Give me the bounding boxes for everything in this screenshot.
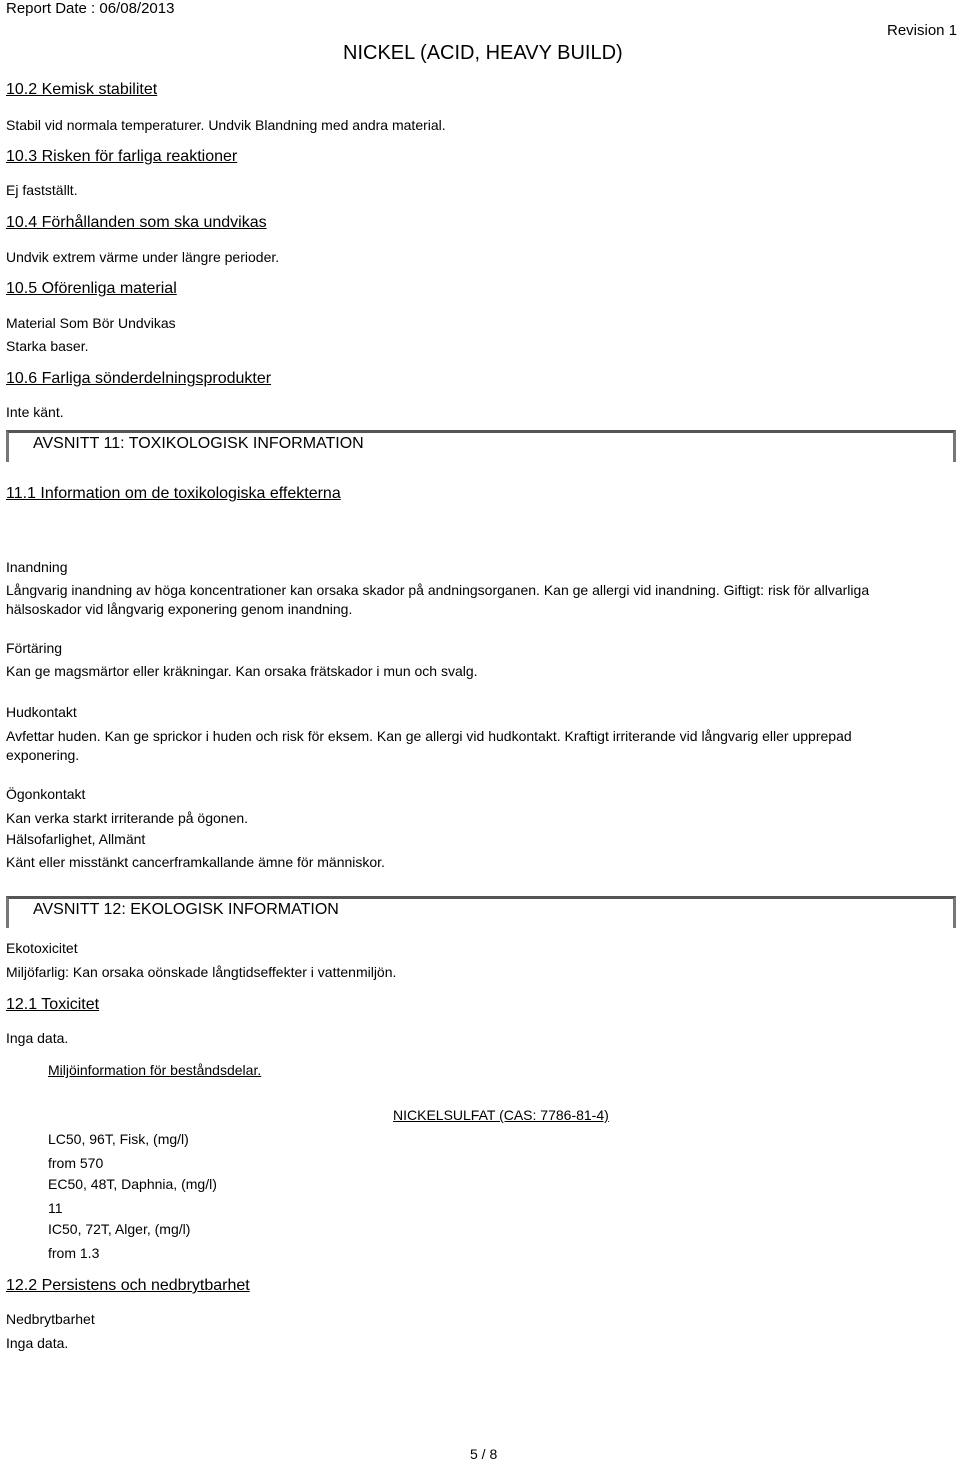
- document-title: NICKEL (ACID, HEAVY BUILD): [343, 42, 623, 64]
- health-label: Hälsofarlighet, Allmänt: [6, 831, 146, 847]
- heading-10-2: 10.2 Kemisk stabilitet: [6, 81, 158, 98]
- text-12-1: Inga data.: [6, 1030, 69, 1046]
- report-date: Report Date : 06/08/2013: [6, 0, 175, 17]
- section-12-bar: [6, 896, 956, 928]
- text-10-4: Undvik extrem värme under längre perioder.: [6, 249, 280, 265]
- text-10-3: Ej fastställt.: [6, 182, 78, 198]
- ingestion-label: Förtäring: [6, 640, 63, 656]
- degradability-label: Nedbrytbarhet: [6, 1311, 95, 1327]
- section-11-title: AVSNITT 11: TOXIKOLOGISK INFORMATION: [33, 435, 364, 452]
- heading-10-4: 10.4 Förhållanden som ska undvikas: [6, 214, 267, 231]
- skin-text: Avfettar huden. Kan ge sprickor i huden och risk för eksem. Kan ge allergi vid hudkontakt. Kraftigt irriterande vid långvarig eller upprepad exponering.: [6, 728, 852, 763]
- ingestion-text: Kan ge magsmärtor eller kräkningar. Kan orsaka frätskador i mun och svalg.: [6, 663, 478, 679]
- heading-10-5: 10.5 Oförenliga material: [6, 280, 177, 297]
- heading-11-1: 11.1 Information om de toxikologiska effekterna: [6, 485, 341, 502]
- revision-label: Revision 1: [887, 22, 958, 39]
- tox-value-row: from 570: [48, 1155, 104, 1171]
- ecotox-label: Ekotoxicitet: [6, 940, 78, 956]
- page-number: 5 / 8: [470, 1446, 498, 1462]
- section-11-bar: [6, 430, 956, 462]
- degradability-text: Inga data.: [6, 1335, 69, 1351]
- section-12-title: AVSNITT 12: EKOLOGISK INFORMATION: [33, 901, 339, 918]
- substance-name: NICKELSULFAT (CAS: 7786-81-4): [393, 1107, 609, 1123]
- heading-10-6: 10.6 Farliga sönderdelningsprodukter: [6, 370, 272, 387]
- inhalation-text: Långvarig inandning av höga koncentrationer kan orsaka skador på andningsorganen. Kan ge allergi vid inandning. Giftigt: risk för allvarliga hälsoskador vid långvarig exponering genom inandning.: [6, 582, 870, 617]
- ecotox-text: Miljöfarlig: Kan orsaka oönskade långtidseffekter i vattenmiljön.: [6, 964, 397, 980]
- text-10-5-line1: Material Som Bör Undvikas: [6, 315, 176, 331]
- text-10-2: Stabil vid normala temperaturer. Undvik Blandning med andra material.: [6, 117, 446, 133]
- heading-12-1: 12.1 Toxicitet: [6, 996, 100, 1013]
- tox-value-row: EC50, 48T, Daphnia, (mg/l): [48, 1176, 217, 1192]
- inhalation-label: Inandning: [6, 559, 68, 575]
- tox-value-row: from 1.3: [48, 1245, 100, 1261]
- health-text: Känt eller misstänkt cancerframkallande ämne för människor.: [6, 854, 385, 870]
- env-info-heading: Miljöinformation för beståndsdelar.: [48, 1062, 262, 1078]
- eye-text: Kan verka starkt irriterande på ögonen.: [6, 810, 249, 826]
- heading-12-2: 12.2 Persistens och nedbrytbarhet: [6, 1277, 250, 1294]
- tox-value-row: IC50, 72T, Alger, (mg/l): [48, 1221, 191, 1237]
- text-10-5-line2: Starka baser.: [6, 338, 89, 354]
- text-10-6: Inte känt.: [6, 404, 64, 420]
- skin-label: Hudkontakt: [6, 704, 77, 720]
- heading-10-3: 10.3 Risken för farliga reaktioner: [6, 148, 238, 165]
- tox-value-row: LC50, 96T, Fisk, (mg/l): [48, 1131, 189, 1147]
- eye-label: Ögonkontakt: [6, 786, 86, 802]
- tox-value-row: 11: [48, 1200, 63, 1216]
